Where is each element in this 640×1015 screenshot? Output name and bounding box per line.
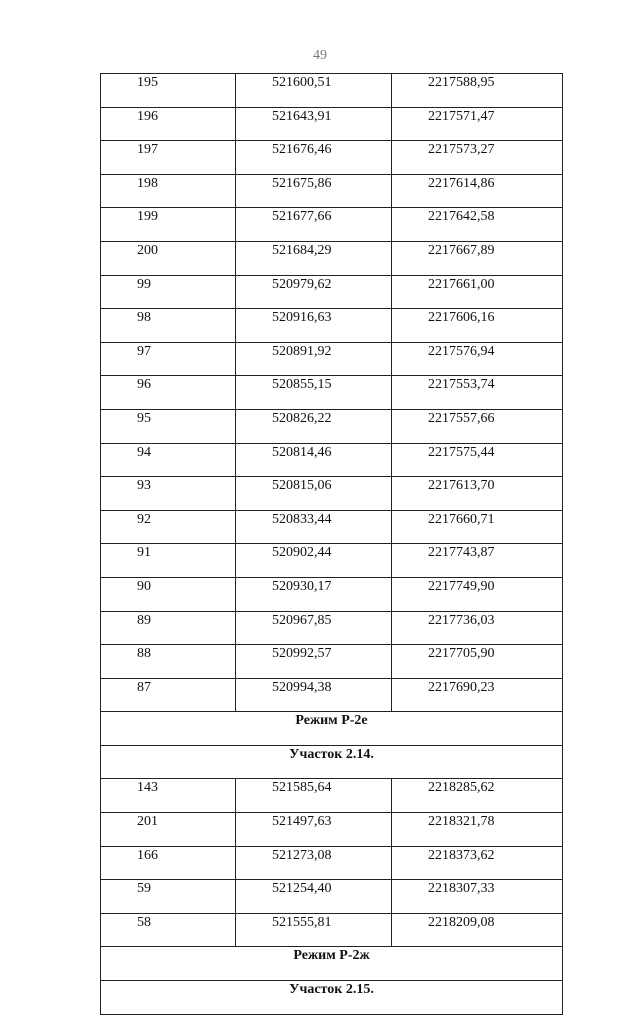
table-row [101, 544, 563, 578]
point-number-cell: 89 [101, 611, 236, 645]
y-coordinate-cell: 2218209,08 [392, 913, 563, 947]
y-coordinate-cell: 2217736,03 [392, 611, 563, 645]
point-number-cell: 97 [101, 342, 236, 376]
table-row [101, 577, 563, 611]
table-row [101, 208, 563, 242]
y-coordinate-cell: 2217571,47 [392, 107, 563, 141]
section-header-row [101, 947, 563, 981]
point-number-cell: 199 [101, 208, 236, 242]
point-number-cell: 90 [101, 577, 236, 611]
coordinates-table [100, 73, 563, 1015]
table-row [101, 342, 563, 376]
table-row [101, 813, 563, 847]
table-row [101, 275, 563, 309]
point-number-cell: 195 [101, 74, 236, 108]
table-row [101, 409, 563, 443]
table-row [101, 107, 563, 141]
y-coordinate-cell: 2218307,33 [392, 880, 563, 914]
point-number-cell: 58 [101, 913, 236, 947]
y-coordinate-cell: 2217749,90 [392, 577, 563, 611]
table-row [101, 141, 563, 175]
x-coordinate-cell: 521555,81 [236, 913, 392, 947]
point-number-cell: 59 [101, 880, 236, 914]
y-coordinate-cell: 2217642,58 [392, 208, 563, 242]
point-number-cell: 98 [101, 309, 236, 343]
point-number-cell: 99 [101, 275, 236, 309]
y-coordinate-cell: 2218321,78 [392, 813, 563, 847]
section-header-row [101, 745, 563, 779]
x-coordinate-cell: 521585,64 [236, 779, 392, 813]
y-coordinate-cell: 2218285,62 [392, 779, 563, 813]
page-number: 49 [313, 48, 327, 63]
section-heading: Участок 2.15. [101, 981, 563, 1015]
point-number-cell: 88 [101, 645, 236, 679]
y-coordinate-cell: 2217588,95 [392, 74, 563, 108]
table-row [101, 376, 563, 410]
x-coordinate-cell: 521254,40 [236, 880, 392, 914]
y-coordinate-cell: 2217743,87 [392, 544, 563, 578]
point-number-cell: 200 [101, 241, 236, 275]
coordinates-table-body [101, 74, 563, 1015]
x-coordinate-cell: 521675,86 [236, 174, 392, 208]
section-header-row [101, 712, 563, 746]
y-coordinate-cell: 2217705,90 [392, 645, 563, 679]
y-coordinate-cell: 2217553,74 [392, 376, 563, 410]
table-row [101, 645, 563, 679]
x-coordinate-cell: 520979,62 [236, 275, 392, 309]
y-coordinate-cell: 2217614,86 [392, 174, 563, 208]
point-number-cell: 93 [101, 477, 236, 511]
x-coordinate-cell: 520814,46 [236, 443, 392, 477]
y-coordinate-cell: 2217667,89 [392, 241, 563, 275]
table-row [101, 880, 563, 914]
y-coordinate-cell: 2217573,27 [392, 141, 563, 175]
y-coordinate-cell: 2217661,00 [392, 275, 563, 309]
table-row [101, 74, 563, 108]
table-row [101, 913, 563, 947]
x-coordinate-cell: 520992,57 [236, 645, 392, 679]
table-row [101, 510, 563, 544]
x-coordinate-cell: 520815,06 [236, 477, 392, 511]
table-row [101, 846, 563, 880]
section-heading: Режим Р-2ж [101, 947, 563, 981]
point-number-cell: 95 [101, 409, 236, 443]
x-coordinate-cell: 520994,38 [236, 678, 392, 712]
point-number-cell: 198 [101, 174, 236, 208]
x-coordinate-cell: 520967,85 [236, 611, 392, 645]
x-coordinate-cell: 521676,46 [236, 141, 392, 175]
y-coordinate-cell: 2218373,62 [392, 846, 563, 880]
point-number-cell: 166 [101, 846, 236, 880]
y-coordinate-cell: 2217557,66 [392, 409, 563, 443]
y-coordinate-cell: 2217690,23 [392, 678, 563, 712]
x-coordinate-cell: 521497,63 [236, 813, 392, 847]
x-coordinate-cell: 520930,17 [236, 577, 392, 611]
table-row [101, 678, 563, 712]
x-coordinate-cell: 520902,44 [236, 544, 392, 578]
x-coordinate-cell: 520826,22 [236, 409, 392, 443]
x-coordinate-cell: 521684,29 [236, 241, 392, 275]
point-number-cell: 201 [101, 813, 236, 847]
x-coordinate-cell: 520855,15 [236, 376, 392, 410]
table-row [101, 611, 563, 645]
section-heading: Режим Р-2е [101, 712, 563, 746]
table-row [101, 241, 563, 275]
y-coordinate-cell: 2217660,71 [392, 510, 563, 544]
y-coordinate-cell: 2217613,70 [392, 477, 563, 511]
point-number-cell: 94 [101, 443, 236, 477]
point-number-cell: 91 [101, 544, 236, 578]
x-coordinate-cell: 521273,08 [236, 846, 392, 880]
section-header-row [101, 981, 563, 1015]
point-number-cell: 96 [101, 376, 236, 410]
table-row [101, 443, 563, 477]
point-number-cell: 92 [101, 510, 236, 544]
table-row [101, 309, 563, 343]
section-heading: Участок 2.14. [101, 745, 563, 779]
x-coordinate-cell: 520833,44 [236, 510, 392, 544]
x-coordinate-cell: 521643,91 [236, 107, 392, 141]
table-row [101, 779, 563, 813]
table-row [101, 174, 563, 208]
x-coordinate-cell: 520916,63 [236, 309, 392, 343]
point-number-cell: 143 [101, 779, 236, 813]
x-coordinate-cell: 520891,92 [236, 342, 392, 376]
x-coordinate-cell: 521600,51 [236, 74, 392, 108]
point-number-cell: 197 [101, 141, 236, 175]
y-coordinate-cell: 2217575,44 [392, 443, 563, 477]
x-coordinate-cell: 521677,66 [236, 208, 392, 242]
y-coordinate-cell: 2217606,16 [392, 309, 563, 343]
point-number-cell: 196 [101, 107, 236, 141]
point-number-cell: 87 [101, 678, 236, 712]
table-row [101, 477, 563, 511]
y-coordinate-cell: 2217576,94 [392, 342, 563, 376]
